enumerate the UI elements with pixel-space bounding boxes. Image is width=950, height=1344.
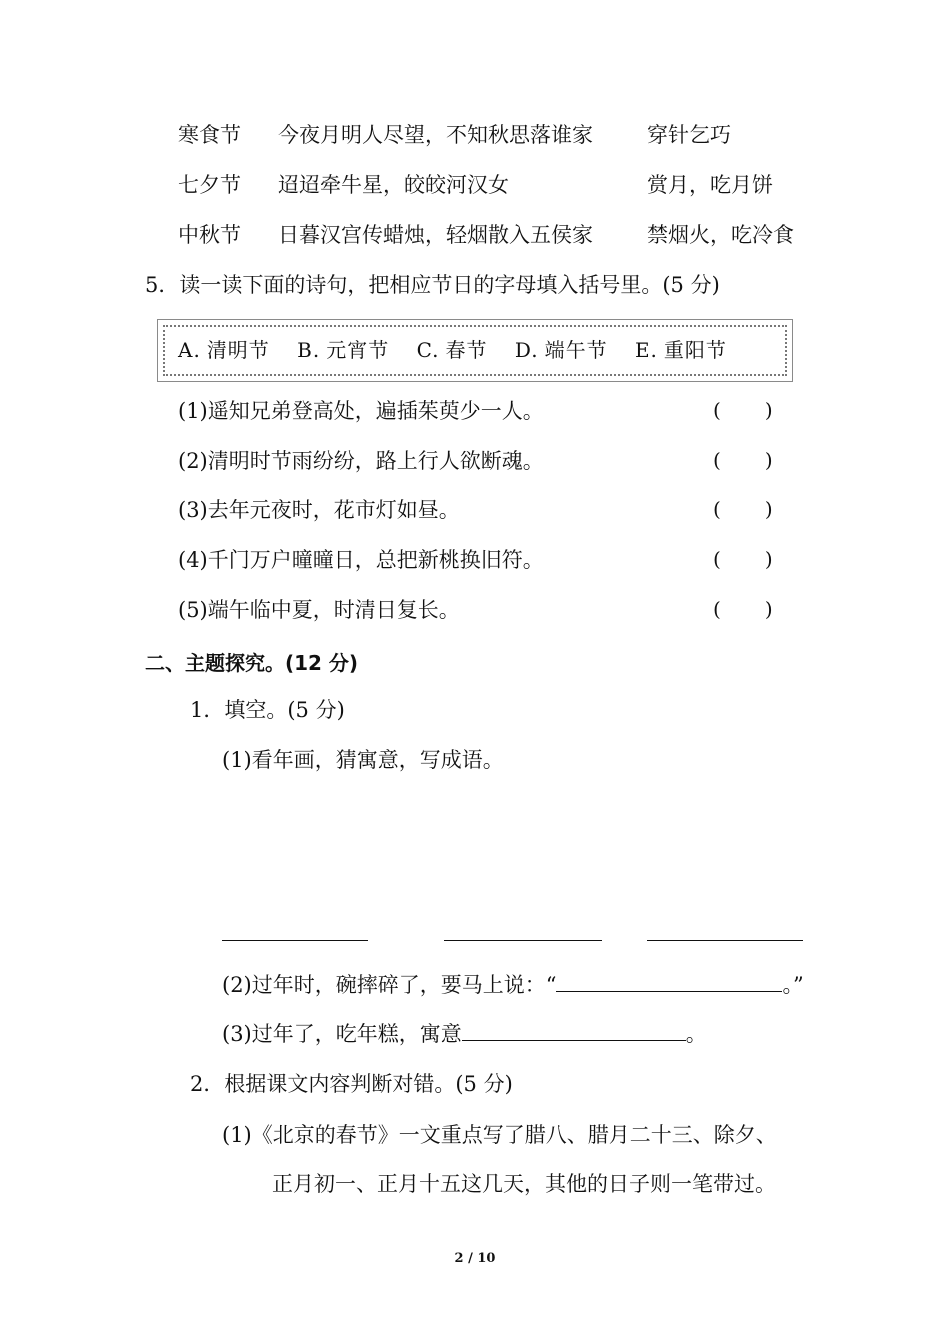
options-row xyxy=(178,334,747,363)
q2-1-sub3-suffix: 。 xyxy=(685,1022,707,1046)
idiom-blank-2[interactable] xyxy=(444,940,602,941)
answer-paren-3[interactable]: ( ) xyxy=(713,497,773,521)
meaning-blank[interactable] xyxy=(462,1039,686,1041)
q2-1-sub1: (1)看年画，猜寓意，写成语。 xyxy=(222,748,504,772)
q2-2-sub1-line1: (1)《北京的春节》一文重点写了腊八、腊月二十三、除夕、 xyxy=(222,1123,777,1147)
q2-1-sub2-prefix: (2)过年时，碗摔碎了，要马上说：“ xyxy=(222,973,557,997)
custom-3: 禁烟火，吃冷食 xyxy=(647,223,794,247)
option-c: C. 春节 xyxy=(416,338,488,362)
q5-item-1: (1)遥知兄弟登高处，遍插茱萸少一人。 xyxy=(178,399,544,423)
q2-1-title: 1．填空。(5 分) xyxy=(190,698,345,722)
custom-1: 穿针乞巧 xyxy=(647,123,731,147)
q2-1-sub3-prefix: (3)过年了，吃年糕，寓意 xyxy=(222,1022,462,1046)
option-a: A. 清明节 xyxy=(178,338,270,362)
answer-paren-5[interactable]: ( ) xyxy=(713,597,773,621)
blessing-blank[interactable] xyxy=(556,990,782,992)
q5-item-5: (5)端午临中夏，时清日复长。 xyxy=(178,598,460,622)
option-e: E. 重阳节 xyxy=(634,338,727,362)
q5-item-2: (2)清明时节雨纷纷，路上行人欲断魂。 xyxy=(178,449,544,473)
festival-qixi: 七夕节 xyxy=(178,173,241,197)
q5-item-4: (4)千门万户曈曈日，总把新桃换旧符。 xyxy=(178,548,544,572)
poem-line-3: 日暮汉宫传蜡烛，轻烟散入五侯家 xyxy=(278,223,593,247)
q2-1-sub2 xyxy=(222,972,804,998)
options-box xyxy=(157,319,793,382)
page-number: 2 / 10 xyxy=(454,1251,496,1266)
custom-2: 赏月，吃月饼 xyxy=(647,173,773,197)
q5-title: 5．读一读下面的诗句，把相应节日的字母填入括号里。(5 分) xyxy=(145,273,720,297)
q2-2-title: 2．根据课文内容判断对错。(5 分) xyxy=(190,1072,513,1096)
option-b: B. 元宵节 xyxy=(297,338,390,362)
q2-1-sub3 xyxy=(222,1021,707,1047)
idiom-blank-3[interactable] xyxy=(647,940,803,941)
option-d: D. 端午节 xyxy=(514,338,608,362)
q2-1-sub2-suffix: 。” xyxy=(782,973,804,997)
answer-paren-4[interactable]: ( ) xyxy=(713,547,773,571)
idiom-blank-1[interactable] xyxy=(222,940,368,941)
answer-paren-2[interactable]: ( ) xyxy=(713,448,773,472)
festival-hanshi: 寒食节 xyxy=(178,123,241,147)
festival-zhongqiu: 中秋节 xyxy=(178,223,241,247)
q2-2-sub1-line2: 正月初一、正月十五这几天，其他的日子则一笔带过。 xyxy=(272,1172,776,1196)
answer-paren-1[interactable]: ( ) xyxy=(713,398,773,422)
poem-line-2: 迢迢牵牛星，皎皎河汉女 xyxy=(278,173,509,197)
section-2-heading: 二、主题探究。(12 分) xyxy=(145,651,359,675)
poem-line-1: 今夜月明人尽望，不知秋思落谁家 xyxy=(278,123,593,147)
q5-item-3: (3)去年元夜时，花市灯如昼。 xyxy=(178,498,460,522)
